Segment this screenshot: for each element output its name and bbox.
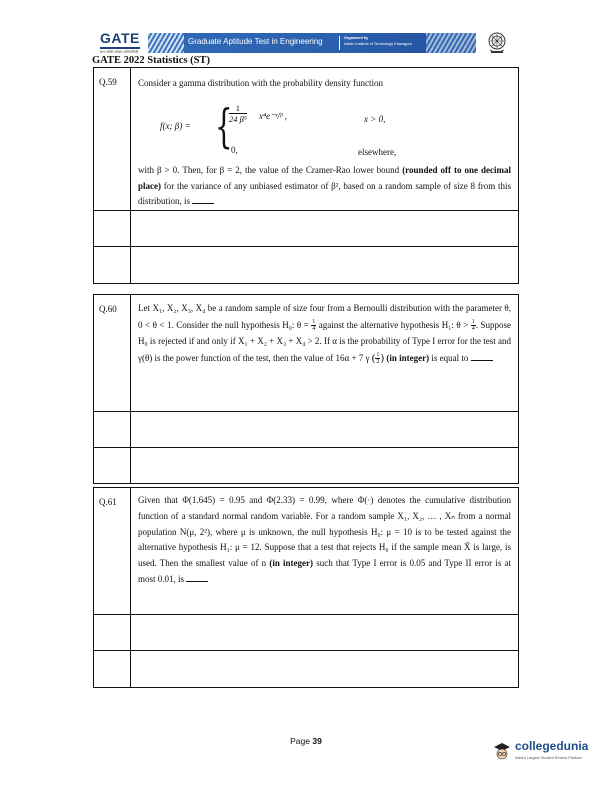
answer-row bbox=[93, 614, 519, 651]
question-number: Q.60 bbox=[99, 304, 117, 314]
page-label: Page bbox=[290, 736, 310, 746]
pdf-lhs: f(x; β) = bbox=[160, 121, 191, 131]
organised-by-label: Organised by bbox=[344, 36, 369, 40]
question-row-61 bbox=[93, 487, 519, 615]
question-text: against the alternative hypothesis H₁: θ > bbox=[318, 319, 469, 330]
pdf-condition-2: elsewhere, bbox=[358, 147, 397, 157]
answer-row bbox=[93, 246, 519, 284]
question-text: is equal to bbox=[431, 352, 469, 363]
banner-title: Graduate Aptitude Test in Engineering bbox=[188, 37, 323, 46]
fraction-numerator: 1 bbox=[471, 319, 475, 326]
answer-row bbox=[93, 411, 519, 448]
paper-title: GATE 2022 Statistics (ST) bbox=[92, 55, 210, 66]
question-text: Let X₁, X₂, X₃, X₄ be a random sample of size four from a Bernoulli distribution with the parameter θ, 0 < θ < 1. Consider the null hypothesis H₀: θ = bbox=[138, 303, 511, 330]
question-body bbox=[138, 163, 511, 210]
answer-blank bbox=[192, 195, 214, 204]
question-text: for the variance of any unbiased estimator of β², based on a random sample of size 8 from this distribution, is bbox=[138, 180, 511, 206]
pdf-expression: x⁴e⁻ˣ/ᵝ , bbox=[259, 111, 287, 121]
question-text: . Suppose H₀ is rejected if and only if X₁ + X₂ + X₃ + X₄ > 2. If α is the probability of Type I error for the test and γ(θ) is the power function of the test, then the value of 16α + 7 γ bbox=[138, 319, 511, 363]
answer-blank bbox=[186, 573, 208, 582]
iit-kharagpur-emblem-icon bbox=[486, 31, 508, 55]
organiser-name: Indian Institute of Technology Kharagpur bbox=[344, 42, 412, 46]
answer-blank bbox=[471, 352, 493, 361]
pdf-case-1 bbox=[229, 103, 287, 124]
question-emphasis: (in integer) bbox=[386, 352, 430, 363]
pdf-condition-1: x > 0, bbox=[364, 114, 386, 124]
pdf-formula bbox=[136, 100, 436, 156]
question-body: Let X₁, X₂, X₃, X₄ be a random sample of size four from a Bernoulli distribution with the parameter θ, 0 < θ < 1. Consider the null hypothesis H₀: θ = $\frac{1}{4}$ against the alternative hypothesis H₁: θ > $\frac{1}{4}$ . Suppose H₀ is rejected if and only if X₁ + X₂ + X₃ + X₄ > 2. If α is the probability of Type I error for the test and γ(θ) is the power function of the test, then the value of 16α + 7 γ ( $\frac{1}{2}$ ) (in integer) is equal to bbox=[138, 303, 511, 366]
gate-logo bbox=[100, 30, 146, 56]
question-number: Q.61 bbox=[99, 497, 117, 507]
fraction-numerator: 1 bbox=[312, 319, 316, 326]
question-emphasis: (rounded off to one decimal place) bbox=[138, 165, 511, 191]
page-number-value: 39 bbox=[312, 736, 322, 746]
left-brace: { bbox=[215, 99, 233, 153]
fraction-denominator: 4 bbox=[471, 326, 475, 333]
fraction-denominator: 2 bbox=[376, 359, 380, 366]
question-body bbox=[138, 493, 511, 588]
pdf-case-2: 0, bbox=[231, 145, 238, 155]
pdf-numerator: 1 bbox=[229, 103, 247, 114]
gate-logo-subtext: ज्ञान शक्ति परीक्षा अभियांत्रिकी bbox=[100, 49, 139, 54]
question-text: such that Type I error is 0.05 and Type II error is at most 0.01, is bbox=[138, 558, 511, 584]
question-intro: Consider a gamma distribution with the probability density function bbox=[138, 78, 383, 88]
collegedunia-logo bbox=[492, 737, 607, 767]
pdf-denominator: 24 β⁵ bbox=[229, 114, 247, 124]
brand-tagline: India's Largest Student Review Platform bbox=[515, 756, 583, 760]
question-row-59 bbox=[93, 67, 519, 211]
graduate-mascot-icon bbox=[492, 741, 512, 761]
fraction-numerator: 1 bbox=[376, 352, 380, 359]
answer-row bbox=[93, 447, 519, 484]
brand-name: collegedunia bbox=[515, 739, 589, 753]
header-banner bbox=[148, 33, 476, 53]
question-number: Q.59 bbox=[99, 77, 117, 87]
answer-row bbox=[93, 210, 519, 247]
gate-logo-text: GATE bbox=[100, 30, 140, 46]
question-text: Given that Φ(1.645) = 0.95 and Φ(2.33) = 0.99, where Φ(·) denotes the cumulative distribution function of a standard normal random variable. For a random sample X₁, X₂, … , Xₙ from a normal population N(μ, 2²), where μ is unknown, the null hypothesis H₀: μ = 10 is to be tested against the alternative hypothesis H₁: μ = 12. Suppose that a test that rejects H₀ if the sample mean X̄ is large, is used. Then the smallest value of n bbox=[138, 495, 511, 569]
answer-row bbox=[93, 650, 519, 688]
question-row-60 bbox=[93, 294, 519, 412]
question-text: with β > 0. Then, for β = 2, the value of the Cramer-Rao lower bound bbox=[138, 165, 400, 175]
fraction-denominator: 4 bbox=[312, 326, 316, 333]
question-emphasis: (in integer) bbox=[269, 558, 314, 569]
